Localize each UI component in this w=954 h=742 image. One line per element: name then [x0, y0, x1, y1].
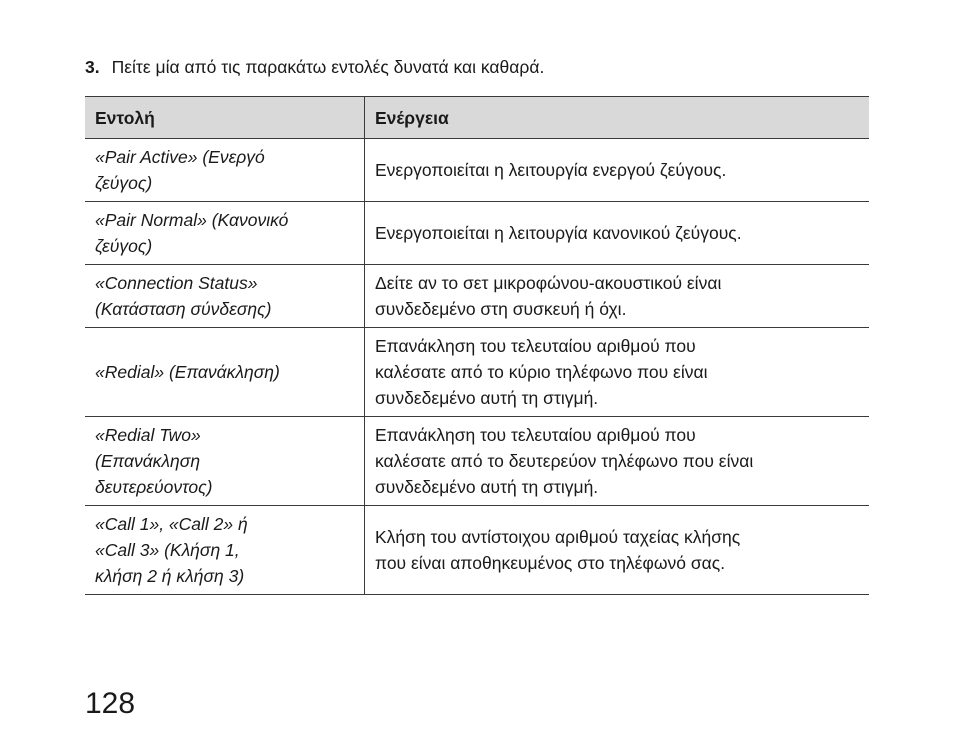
action-cell-line: συνδεδεμένο αυτή τη στιγμή. — [375, 477, 599, 497]
command-cell — [85, 265, 365, 328]
table-row — [85, 202, 869, 265]
column-header-command: Εντολή — [85, 97, 365, 139]
action-cell — [365, 417, 870, 506]
command-cell-line: ζεύγος) — [95, 173, 153, 193]
voice-commands-table — [85, 96, 869, 595]
action-cell — [365, 506, 870, 595]
action-cell-line: Ενεργοποιείται η λειτουργία κανονικού ζεύγους. — [375, 223, 742, 243]
table-row — [85, 265, 869, 328]
command-cell — [85, 202, 365, 265]
action-cell — [365, 139, 870, 202]
command-cell-line: «Connection Status» — [95, 273, 258, 293]
command-cell-line: δευτερεύοντος) — [95, 477, 213, 497]
table-row — [85, 328, 869, 417]
action-cell — [365, 328, 870, 417]
command-cell-line: κλήση 2 ή κλήση 3) — [95, 566, 245, 586]
action-cell-line: συνδεδεμένο στη συσκευή ή όχι. — [375, 299, 627, 319]
command-cell — [85, 139, 365, 202]
action-cell-line: Δείτε αν το σετ μικροφώνου-ακουστικού είναι — [375, 273, 722, 293]
action-cell-line: που είναι αποθηκευμένος στο τηλέφωνό σας. — [375, 553, 726, 573]
command-cell-line: «Redial» (Επανάκληση) — [95, 362, 280, 382]
table-row — [85, 139, 869, 202]
command-cell-line: «Pair Active» (Ενεργό — [95, 147, 265, 167]
action-cell — [365, 202, 870, 265]
step-text: Πείτε μία από τις παρακάτω εντολές δυνατά και καθαρά. — [111, 57, 545, 77]
action-cell — [365, 265, 870, 328]
command-cell-line: «Pair Normal» (Κανονικό — [95, 210, 289, 230]
step-instruction — [85, 55, 544, 79]
column-header-action: Ενέργεια — [365, 97, 870, 139]
action-cell-line: Ενεργοποιείται η λειτουργία ενεργού ζεύγους. — [375, 160, 727, 180]
action-cell-line: Κλήση του αντίστοιχου αριθμού ταχείας κλήσης — [375, 527, 741, 547]
command-cell-line: ζεύγος) — [95, 236, 153, 256]
command-cell-line: «Call 3» (Κλήση 1, — [95, 540, 240, 560]
action-cell-line: Επανάκληση του τελευταίου αριθμού που — [375, 425, 696, 445]
step-number: 3. — [85, 57, 100, 77]
action-cell-line: καλέσατε από το κύριο τηλέφωνο που είναι — [375, 362, 708, 382]
table-row — [85, 417, 869, 506]
command-cell — [85, 328, 365, 417]
action-cell-line: καλέσατε από το δευτερεύον τηλέφωνο που είναι — [375, 451, 754, 471]
command-cell — [85, 506, 365, 595]
command-cell-line: (Επανάκληση — [95, 451, 201, 471]
command-cell-line: «Call 1», «Call 2» ή — [95, 514, 248, 534]
table-header-row — [85, 97, 869, 139]
table-row — [85, 506, 869, 595]
action-cell-line: Επανάκληση του τελευταίου αριθμού που — [375, 336, 696, 356]
page-number: 128 — [85, 687, 136, 720]
command-cell — [85, 417, 365, 506]
action-cell-line: συνδεδεμένο αυτή τη στιγμή. — [375, 388, 599, 408]
command-cell-line: (Κατάσταση σύνδεσης) — [95, 299, 272, 319]
command-cell-line: «Redial Two» — [95, 425, 201, 445]
